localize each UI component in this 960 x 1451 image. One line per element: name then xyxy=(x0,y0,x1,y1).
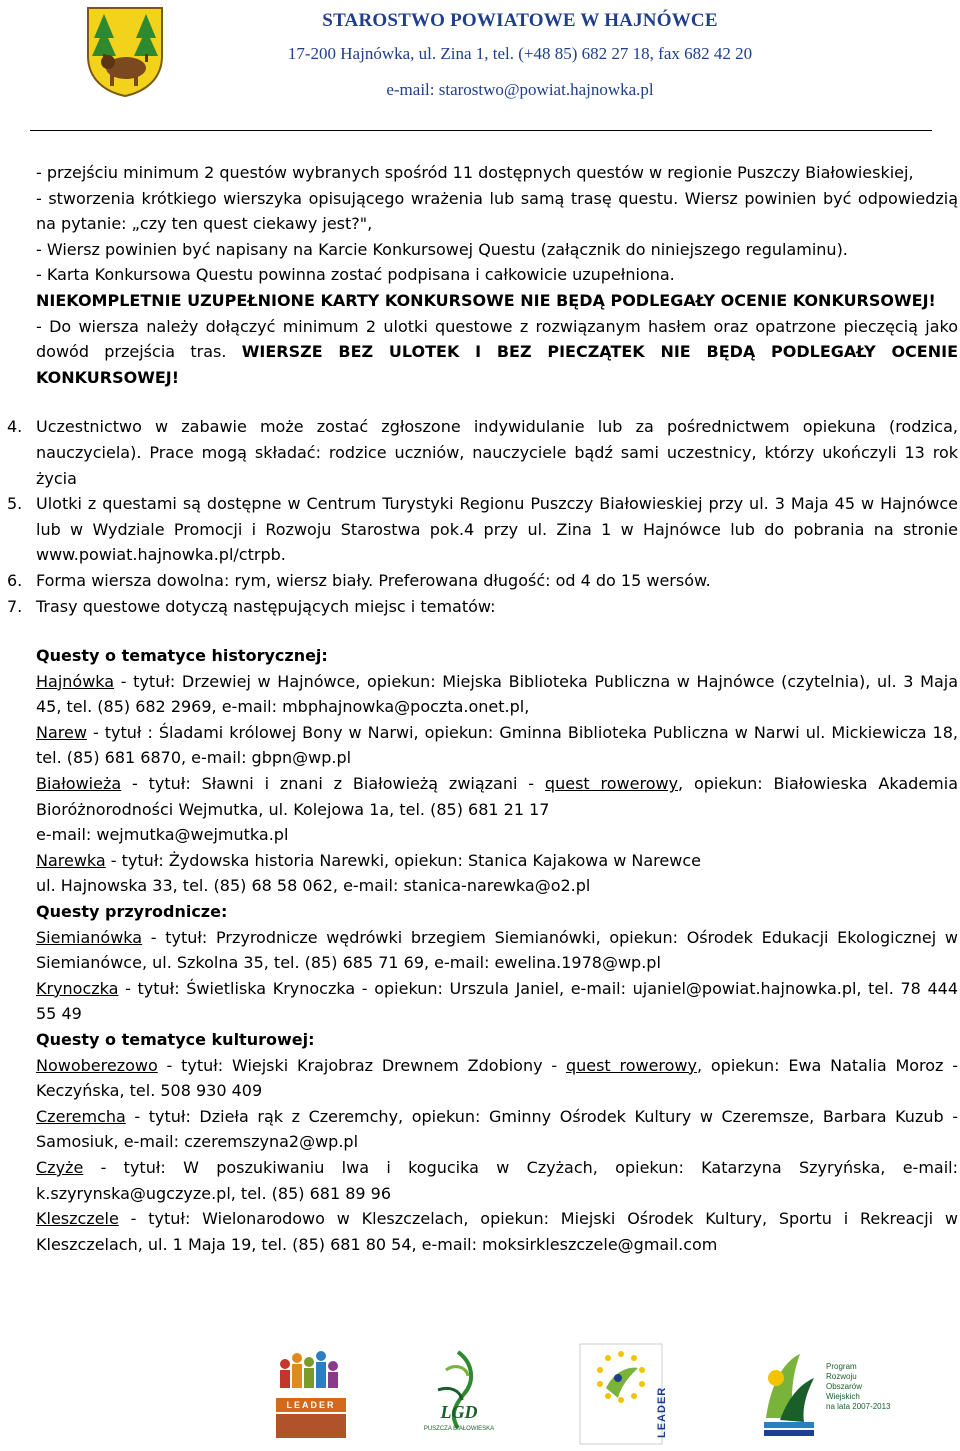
prow-logo-line: Wiejskich xyxy=(826,1392,860,1401)
quest-type-link: quest rowerowy xyxy=(544,774,679,794)
quest-entry xyxy=(36,848,958,874)
quest-details: , opiekun: Ewa Natalia Moroz - Keczyńska, tel. 508 930 409 xyxy=(36,1055,959,1101)
paragraph xyxy=(36,314,958,391)
item-text: Trasy questowe dotyczą następujących miejsc i tematów: xyxy=(36,596,496,616)
quest-entry xyxy=(36,1053,958,1104)
paragraph-text: - Do wiersza należy dołączyć minimum 2 ulotki questowe z rozwiązanym hasłem oraz opatrzone pieczęcią jako dowód przejścia tras. xyxy=(36,316,958,362)
item-number: 5. xyxy=(7,494,23,514)
quest-details: , opiekun: Białowieska Akademia Bioróżnorodności Wejmutka, ul. Kolejowa 1a, tel. (85) 681 21 17 xyxy=(36,774,958,819)
section-heading: Questy przyrodnicze: xyxy=(36,902,228,922)
leader-people-logo-text: LEADER xyxy=(286,1400,336,1410)
quest-place: Kleszczele xyxy=(36,1209,119,1229)
quest-entry xyxy=(36,976,958,1027)
quest-details: - tytuł: Sławni i znani z Białowieżą związani - xyxy=(121,774,545,794)
item-text: Forma wiersza dowolna: rym, wiersz biały. Preferowana długość: od 4 do 15 wersów. xyxy=(36,570,711,590)
item-text: Uczestnictwo w zabawie może zostać zgłoszone indywidulanie lub za pośrednictwem opiekuna (rodzica, nauczyciela). Prace mogą składać: rodzice uczniów, nauczyciele bądź sami uczestnicy, którzy ukończyli 13 rok życia xyxy=(36,417,958,488)
lgd-logo-subtext: PUSZCZA BIAŁOWIESKA xyxy=(423,1426,495,1432)
quest-place: Narew xyxy=(36,722,87,742)
item-number: 7. xyxy=(7,596,23,616)
lgd-logo-text: LGD xyxy=(440,1402,478,1422)
numbered-item xyxy=(7,568,958,594)
prow-logo-line: Obszarów xyxy=(826,1382,863,1391)
header-divider xyxy=(30,130,932,131)
quest-entry xyxy=(36,771,958,822)
quest-entry xyxy=(36,669,958,720)
paragraph: - Karta Konkursowa Questu powinna zostać podpisana i całkowicie uzupełniona. xyxy=(36,265,675,285)
quest-entry xyxy=(36,1206,958,1257)
quest-place: Białowieża xyxy=(36,774,122,794)
quest-details: - tytuł: Przyrodnicze wędrówki brzegiem Siemianówki, opiekun: Ośrodek Edukacji Ekologicznej w Siemianówce, ul. Szkolna 35, tel. (85) 685 71 69, e-mail: ewelina.1978@wp.pl xyxy=(36,927,958,973)
eu-leader-logo-icon xyxy=(578,1342,664,1446)
quest-details: - tytuł: Drzewiej w Hajnówce, opiekun: Miejska Biblioteka Publiczna w Hajnówce (czytelnia), ul. 3 Maja 45, tel. (85) 682 2969, e-mail: mbphajnowka@poczta.onet.pl, xyxy=(36,671,958,717)
bold-notice: NIEKOMPLETNIE UZUPEŁNIONE KARTY KONKURSOWE NIE BĘDĄ PODLEGAŁY OCENIE KONKURSOWEJ! xyxy=(36,290,936,310)
numbered-item xyxy=(7,594,958,620)
prow-logo-line: na lata 2007-2013 xyxy=(826,1402,891,1411)
item-text: Ulotki z questami są dostępne w Centrum Turystyki Regionu Puszczy Białowieskiej przy ul. 3 Maja 45 w Hajnówce lub w Wydziale Promocji i Rozwoju Starostwa pok.4 przy ul. Zina 1 w Hajnówce lub do pobrania na stronie www.powiat.hajnowka.pl/ctrpb. xyxy=(36,494,958,565)
quest-entry xyxy=(36,1155,958,1206)
footer-logos xyxy=(0,1342,960,1450)
office-email: e-mail: starostwo@powiat.hajnowka.pl xyxy=(386,80,654,99)
document-body xyxy=(7,160,959,1257)
leader-people-logo-icon xyxy=(262,1348,360,1446)
prow-logo-line: Rozwoju xyxy=(826,1372,857,1381)
quest-details: - tytuł: Świetliska Krynoczka - opiekun: Urszula Janiel, e-mail: ujaniel@powiat.hajnowka.pl, tel. 78 444 55 49 xyxy=(36,978,958,1024)
quest-entry xyxy=(36,1104,958,1155)
quest-details: - tytuł: W poszukiwaniu lwa i kogucika w Czyżach, opiekun: Katarzyna Szyryńska, e-mail: k.szyrynska@ugczyze.pl, tel. (85) 681 89 96 xyxy=(36,1157,958,1203)
item-number: 4. xyxy=(7,417,23,437)
quest-place: Narewka xyxy=(36,850,106,870)
numbered-item xyxy=(7,491,958,568)
prow-logo-caption xyxy=(826,1362,906,1412)
spacer xyxy=(36,390,958,414)
paragraph: - przejściu minimum 2 questów wybranych spośród 11 dostępnych questów w regionie Puszczy Białowieskiej, xyxy=(36,163,914,182)
quest-place: Czeremcha xyxy=(36,1106,126,1126)
quest-place: Siemianówka xyxy=(36,927,143,947)
quest-place: Hajnówka xyxy=(36,671,115,691)
quest-place: Krynoczka xyxy=(36,978,119,998)
quest-entry xyxy=(36,925,958,976)
quest-entry-extra: ul. Hajnowska 33, tel. (85) 68 58 062, e-mail: stanica-narewka@o2.pl xyxy=(36,876,591,896)
quest-details: - tytuł: Żydowska historia Narewki, opiekun: Stanica Kajakowa w Narewce xyxy=(105,850,701,870)
spacer xyxy=(36,619,958,643)
quest-details: - tytuł: Wielonarodowo w Kleszczelach, opiekun: Miejski Ośrodek Kultury, Sportu i Rekreacji w Kleszczelach, ul. 1 Maja 19, tel. (85) 681 80 54, e-mail: moksirkleszczele@gmail.com xyxy=(36,1209,958,1254)
paragraph: - Wiersz powinien być napisany na Karcie Konkursowej Questu (załącznik do niniejszego regulaminu). xyxy=(36,239,848,259)
quest-entry xyxy=(36,720,958,771)
section-heading: Questy o tematyce kulturowej: xyxy=(36,1030,315,1049)
quest-details: - tytuł: Dzieła rąk z Czeremchy, opiekun: Gminny Ośrodek Kultury w Czeremsze, Barbara Kuzub - Samosiuk, e-mail: czeremszyna2@wp.pl xyxy=(36,1106,958,1152)
item-number: 6. xyxy=(7,570,23,590)
paragraph: - stworzenia krótkiego wierszyka opisującego wrażenia lub samą trasę questu. Wiersz powinien być odpowiedzią na pytanie: „czy ten quest ciekawy jest?", xyxy=(36,188,958,234)
prow-logo-icon xyxy=(760,1348,820,1440)
county-crest-icon xyxy=(84,4,166,98)
quest-type-link: quest rowerowy xyxy=(565,1055,697,1075)
office-name: STAROSTWO POWIATOWE W HAJNÓWCE xyxy=(322,10,718,31)
section-heading: Questy o tematyce historycznej: xyxy=(36,646,328,666)
office-address: 17-200 Hajnówka, ul. Zina 1, tel. (+48 85) 682 27 18, fax 682 42 20 xyxy=(287,44,753,63)
quest-entry-extra: e-mail: wejmutka@wejmutka.pl xyxy=(36,825,289,845)
quest-details: - tytuł : Śladami królowej Bony w Narwi, opiekun: Gminna Biblioteka Publiczna w Narwi ul. Mickiewicza 18, tel. (85) 681 6870, e-mail: gbpn@wp.pl xyxy=(36,722,958,768)
quest-details: - tytuł: Wiejski Krajobraz Drewnem Zdobiony - xyxy=(157,1055,566,1075)
quest-place: Czyże xyxy=(36,1157,84,1177)
prow-logo-line: Program xyxy=(826,1362,857,1371)
quest-place: Nowoberezowo xyxy=(36,1055,158,1075)
bold-notice: WIERSZE BEZ ULOTEK I BEZ PIECZĄTEK NIE BĘDĄ PODLEGAŁY OCENIE KONKURSOWEJ! xyxy=(36,342,958,387)
numbered-item xyxy=(7,414,958,491)
eu-leader-logo-text: LEADER xyxy=(656,1386,668,1438)
